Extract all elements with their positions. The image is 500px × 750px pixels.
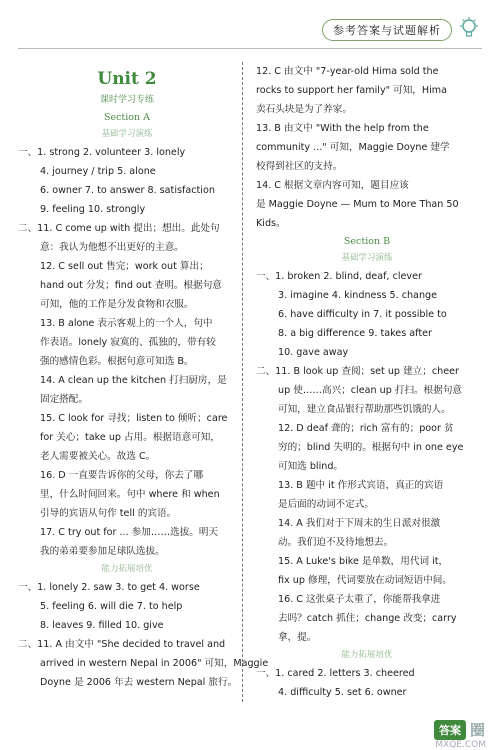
answer-line: 一、1. lonely 2. saw 3. to get 4. worse (18, 582, 200, 593)
answer-line: 15. C look for 寻找；listen to 倾听；care (40, 413, 228, 424)
answer-line: 3. imagine 4. kindness 5. change (278, 290, 438, 301)
lightbulb-icon (458, 16, 480, 44)
answer-line: 拿，提。 (278, 632, 317, 643)
answer-line: 意：我认为他想不出更好的主意。 (40, 242, 184, 253)
answer-line: fix up 修理，代词要放在动词短语中间。 (278, 575, 452, 586)
answer-line: 老人需要被关心。故选 C。 (40, 451, 156, 462)
answer-line: 是后面的动词不定式。 (278, 499, 374, 510)
answer-line: 一、1. broken 2. blind, deaf, clever (256, 271, 422, 282)
answer-line: 卖石头块是为了养家。 (256, 104, 352, 115)
answer-line: 5. feeling 6. will die 7. to help (40, 601, 183, 612)
answer-line: 10. gave away (278, 347, 349, 358)
answer-line: 13. B alone 表示客观上的一个人，句中 (40, 318, 213, 329)
answer-line: 强的感情色彩。根据句意可知选 B。 (40, 356, 194, 367)
answer-line: 二、11. B look up 查阅；set up 建立；cheer (256, 366, 459, 377)
answer-line: community ..." 可知，Maggie Doyne 建学 (256, 142, 450, 153)
unit-title: Unit 2 (97, 69, 157, 89)
answer-line: 可知，他的工作是分发食物和衣服。 (40, 299, 194, 310)
answer-line: 12. C sell out 售完；work out 算出； (40, 261, 209, 272)
answer-line: 一、1. strong 2. volunteer 3. lonely (18, 147, 186, 158)
subtitle: 课时学习专练 (99, 95, 154, 105)
page-header (322, 16, 480, 44)
answer-line: 6. have difficulty in 7. it possible to (278, 309, 447, 320)
answer-line: 4. journey / trip 5. alone (40, 166, 156, 177)
answer-line: 8. leaves 9. filled 10. give (40, 620, 164, 631)
answer-line: 13. B 由文中 "With the help from the (256, 123, 429, 134)
column-divider (242, 62, 243, 702)
section-b-heading: Section B (343, 236, 391, 247)
answer-line: 可知选 blind。 (278, 461, 344, 472)
answer-line: 作表语。lonely 寂寞的、孤独的，带有较 (40, 337, 216, 348)
answer-line: for 关心；take up 占用。根据语意可知， (40, 432, 220, 443)
ability-practice-label: 能力拓展培优 (341, 650, 393, 660)
answer-line: 12. D deaf 聋的；rich 富有的；poor 贫 (278, 423, 454, 434)
answer-line: 固定搭配。 (40, 394, 88, 405)
answer-line: 15. A Luke's bike 是单数，用代词 it， (278, 556, 449, 567)
answer-line: 里，什么时间回来。句中 where 和 when (40, 489, 220, 500)
basic-practice-label: 基础学习演练 (101, 129, 153, 139)
watermark-logo (434, 719, 486, 740)
answer-line: 12. C 由文中 "7-year-old Hima sold the (256, 66, 439, 77)
basic-practice-label: 基础学习演练 (341, 253, 393, 263)
answer-line: 17. C try out for ... 参加……选拔。明天 (40, 527, 219, 538)
answer-line: Kids。 (256, 218, 286, 229)
answer-line: 6. owner 7. to answer 8. satisfaction (40, 185, 215, 196)
answer-line: 4. difficulty 5. set 6. owner (278, 687, 407, 698)
answer-line: arrived in western Nepal in 2006" 可知，Maggie (40, 658, 269, 669)
answer-line: 一、1. cared 2. letters 3. cheered (256, 668, 415, 679)
right-column (256, 62, 478, 702)
answer-line: 引导的宾语从句作 tell 的宾语。 (40, 508, 177, 519)
answer-line: 二、11. A 由文中 "She decided to travel and (18, 639, 226, 650)
answer-line: 可知，建立食品银行帮助那些饥饿的人。 (278, 404, 451, 415)
header-title: 参考答案与试题解析 (322, 19, 452, 41)
answer-line: hand out 分发；find out 查明。根据句意 (40, 280, 222, 291)
header-rule (18, 48, 482, 49)
section-a-heading: Section A (103, 112, 151, 123)
ability-practice-label: 能力拓展培优 (101, 564, 153, 574)
watermark-url: MXQE.COM (435, 740, 486, 750)
answer-line: Doyne 是 2006 年去 western Nepal 旅行。 (40, 677, 238, 688)
answer-line: rocks to support her family" 可知，Hima (256, 85, 447, 96)
answer-line: 二、11. C come up with 提出；想出。此处句 (18, 223, 220, 234)
page-badge: 答案 (434, 720, 466, 740)
answer-line: 校得到社区的支持。 (256, 161, 343, 172)
answer-line: 16. C 这张桌子太重了，你能帮我拿进 (278, 594, 441, 605)
answer-line: 9. feeling 10. strongly (40, 204, 146, 215)
left-column (18, 62, 269, 692)
answer-line: 14. A 我们对于下周末的生日派对很激 (278, 518, 441, 529)
answer-line: 8. a big difference 9. takes after (278, 328, 432, 339)
answer-line: 我的弟弟要参加足球队选拔。 (40, 546, 165, 557)
answer-line: 14. A clean up the kitchen 打扫厨房，是 (40, 375, 227, 386)
answer-line: up 使……高兴；clean up 打扫。根据句意 (278, 385, 463, 396)
answer-line: 穷的；blind 失明的。根据句中 in one eye (278, 442, 464, 453)
answer-line: 13. B 题中 it 作形式宾语，真正的宾语 (278, 480, 444, 491)
answer-line: 动。我们迫不及待地想去。 (278, 537, 394, 548)
answer-line: 14. C 根据文章内容可知，题目应该 (256, 180, 409, 191)
answer-line: 是 Maggie Doyne — Mum to More Than 50 (256, 199, 459, 210)
answer-line: 去吗？catch 抓住；change 改变；carry (278, 613, 457, 624)
watermark-text: 圈 (469, 721, 486, 739)
answer-line: 16. D 一直要告诉你的父母，你去了哪 (40, 470, 204, 481)
